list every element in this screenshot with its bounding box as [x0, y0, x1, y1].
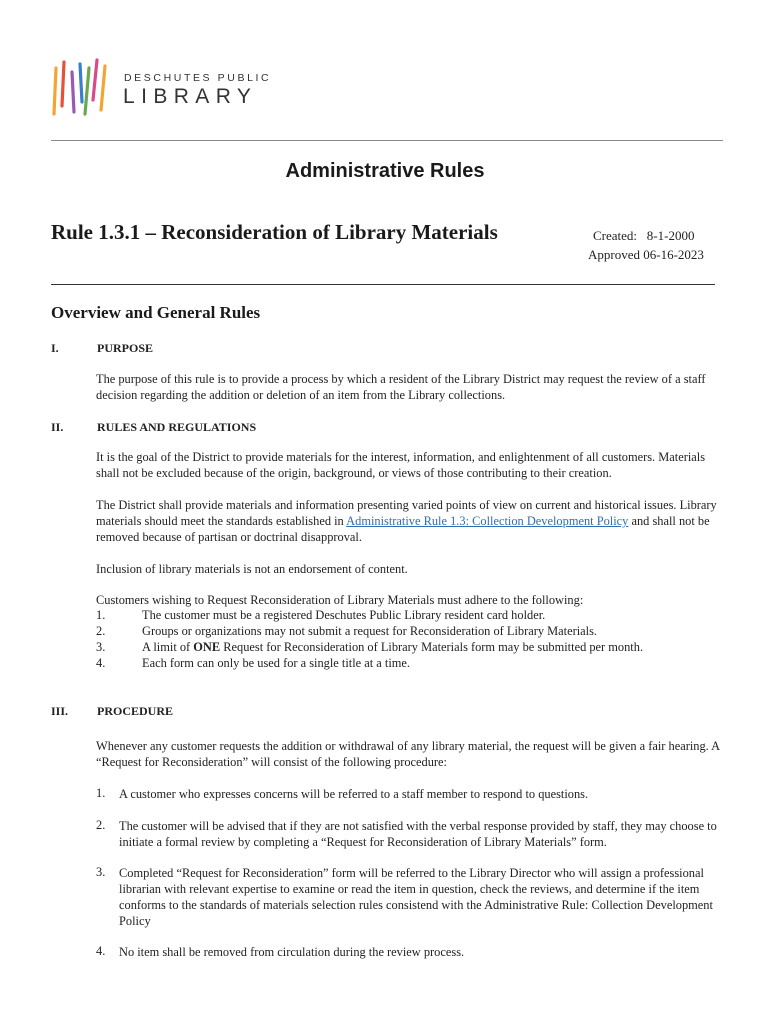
section-number: III.: [51, 704, 69, 718]
list-number: 1.: [96, 608, 106, 622]
logo-text-library: LIBRARY: [123, 85, 258, 108]
logo-text-deschutes-public: DESCHUTES PUBLIC: [124, 72, 272, 84]
list-item: A customer who expresses concerns will be referred to a staff member to respond to questions.: [119, 787, 589, 801]
procedure-paragraph: Whenever any customer requests the addition or withdrawal of any library material, the request will be given a fair hearing. A “Request for Reconsideration” will consist of the following procedure:: [96, 739, 720, 769]
list-item: The customer must be a registered Deschutes Public Library resident card holder.: [142, 608, 546, 622]
page-title: Administrative Rules: [285, 160, 485, 182]
rules-paragraph-endorsement: Inclusion of library materials is not an endorsement of content.: [96, 562, 408, 576]
rules-paragraph-viewpoints: [96, 497, 726, 545]
section-heading-procedure: PROCEDURE: [97, 704, 174, 718]
list-intro: Customers wishing to Request Reconsideration of Library Materials must adhere to the following:: [96, 593, 584, 607]
title-underline: [51, 284, 715, 285]
list-number: 3.: [96, 865, 106, 879]
list-number: 4.: [96, 656, 106, 670]
library-logo: [52, 58, 282, 120]
logo-bars-icon: [52, 58, 112, 120]
list-number: 2.: [96, 818, 106, 832]
rule-title: Rule 1.3.1 – Reconsideration of Library Materials: [51, 220, 498, 244]
purpose-paragraph: The purpose of this rule is to provide a process by which a resident of the Library District may request the review of a staff decision regarding the addition or deletion of an item from the Library collections.: [96, 372, 706, 402]
list-item: Each form can only be used for a single title at a time.: [142, 656, 411, 670]
list-item: [142, 640, 643, 655]
list-item: No item shall be removed from circulation during the review process.: [119, 945, 465, 959]
list-item: The customer will be advised that if they are not satisfied with the verbal response provided by staff, they may choose to initiate a formal review by completing a “Request for Reconsideration of Library Materials” form.: [119, 819, 717, 849]
section-heading-rules: RULES AND REGULATIONS: [97, 420, 257, 434]
collection-development-policy-link[interactable]: Administrative Rule 1.3: Collection Development Policy: [346, 514, 629, 528]
paragraph-text: and shall not be removed because of partisan or doctrinal disapproval.: [96, 514, 710, 544]
header-divider: [51, 140, 723, 141]
list-number: 2.: [96, 624, 106, 638]
list-item-emphasis: ONE: [193, 640, 221, 654]
rules-paragraph-goal: It is the goal of the District to provide materials for the interest, information, and enlightenment of all customers. Materials shall not be excluded because of the origin, background, or views of those contributing to their creation.: [96, 450, 706, 480]
list-item: Groups or organizations may not submit a request for Reconsideration of Library Materials.: [142, 624, 598, 638]
list-number: 4.: [96, 944, 106, 958]
list-number: 1.: [96, 786, 106, 800]
list-number: 3.: [96, 640, 106, 654]
list-item-text: A limit of: [142, 640, 194, 654]
section-number: II.: [51, 420, 64, 434]
list-item-text: Request for Reconsideration of Library Materials form may be submitted per month.: [220, 640, 644, 654]
list-item: Completed “Request for Reconsideration” form will be referred to the Library Director who will assign a professional librarian with relevant expertise to examine or read the item in question, check the reviews, and determine if the item conforms to the standards of materials selection rules consistend with the Administrative Rule: Collection Development Policy: [119, 866, 713, 928]
paragraph-text: The District shall provide materials and information presenting varied points of view on current and historical issues. Library materials should meet the standards established in: [96, 498, 717, 528]
approved-date: Approved 06-16-2023: [588, 247, 704, 262]
section-number: I.: [51, 341, 59, 355]
section-heading-purpose: PURPOSE: [97, 341, 154, 355]
overview-heading: Overview and General Rules: [51, 303, 261, 322]
created-date: Created: 8-1-2000: [593, 228, 695, 243]
